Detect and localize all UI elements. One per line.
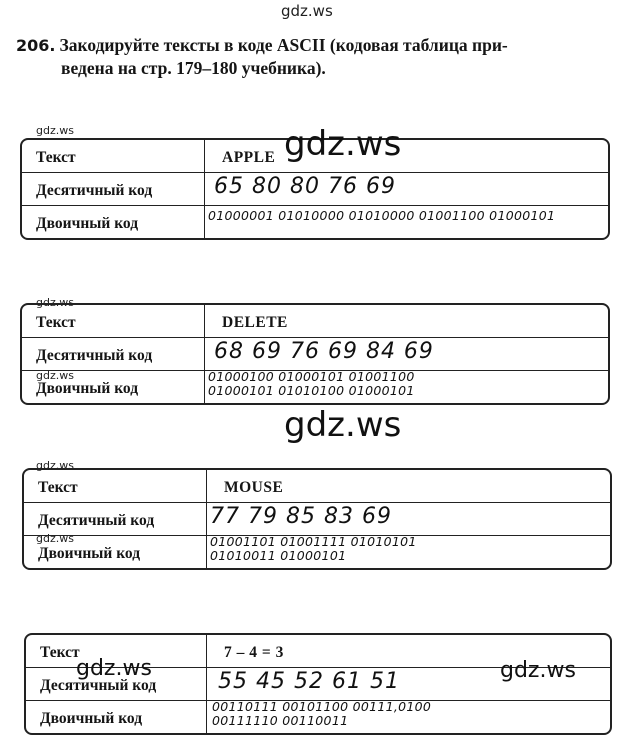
ascii-table-2	[20, 303, 610, 405]
watermark-mid: gdz.ws	[76, 656, 152, 681]
decimal-value: 77 79 85 83 69	[210, 504, 392, 529]
task-number: 206.	[16, 36, 56, 55]
label-decimal: Десятичный код	[40, 677, 157, 694]
text-value: 7 – 4 = 3	[224, 644, 284, 661]
task-line-2: ведена на стр. 179–180 учебника).	[61, 58, 326, 78]
text-value: APPLE	[222, 149, 276, 166]
binary-value-line-2: 01010011 01000101	[210, 548, 347, 563]
watermark-small: gdz.ws	[36, 124, 74, 137]
watermark-top: gdz.ws	[281, 2, 333, 20]
binary-value-line-2: 01000101 01010100 01000101	[208, 383, 415, 398]
decimal-value: 55 45 52 61 51	[218, 669, 400, 694]
binary-value-line-1: 01001101 01001111 01010101	[210, 534, 417, 549]
label-binary: Двоичный код	[40, 710, 143, 727]
label-text: Текст	[40, 644, 80, 661]
task-line-1: Закодируйте тексты в коде ASCII (кодовая таблица при-	[59, 35, 508, 55]
binary-value-line-1: 00110111 00101100 00111,0100	[212, 699, 432, 714]
watermark-small: gdz.ws	[36, 369, 74, 382]
watermark-small: gdz.ws	[36, 532, 74, 545]
label-binary: Двоичный код	[36, 380, 139, 397]
decimal-value: 68 69 76 69 84 69	[214, 339, 434, 364]
watermark-mid: gdz.ws	[500, 658, 576, 683]
binary-value-line-2: 00111110 00110011	[212, 713, 349, 728]
label-text: Текст	[36, 314, 76, 331]
watermark-big: gdz.ws	[284, 124, 402, 164]
binary-value-line-1: 01000001 01010000 01010000 01001100 01000101	[208, 208, 556, 223]
binary-value-line-1: 01000100 01000101 01001100	[208, 369, 415, 384]
label-binary: Двоичный код	[38, 545, 141, 562]
label-decimal: Десятичный код	[36, 347, 153, 364]
ascii-table-4	[24, 633, 612, 735]
label-decimal: Десятичный код	[36, 182, 153, 199]
text-value: MOUSE	[224, 479, 284, 496]
label-text: Текст	[36, 149, 76, 166]
decimal-value: 65 80 80 76 69	[214, 174, 396, 199]
watermark-big: gdz.ws	[284, 405, 402, 445]
text-value: DELETE	[222, 314, 288, 331]
label-text: Текст	[38, 479, 78, 496]
task-statement	[16, 34, 606, 80]
label-binary: Двоичный код	[36, 215, 139, 232]
watermark-small: gdz.ws	[36, 296, 74, 309]
label-decimal: Десятичный код	[38, 512, 155, 529]
ascii-table-3	[22, 468, 612, 570]
watermark-small: gdz.ws	[36, 459, 74, 472]
